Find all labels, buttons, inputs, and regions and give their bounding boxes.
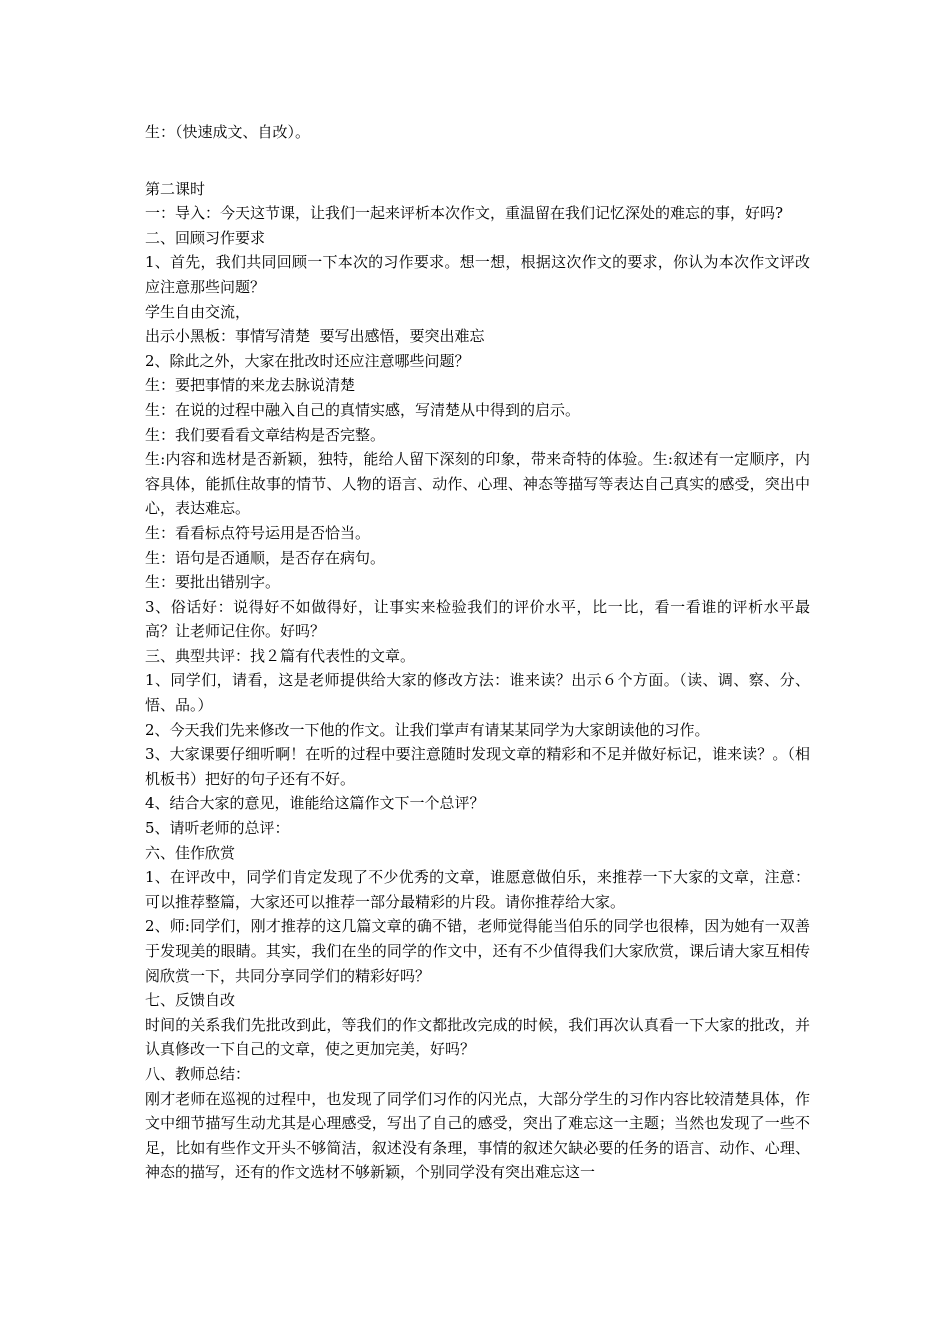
text-line: 生：看看标点符号运用是否恰当。: [145, 523, 371, 542]
text-line: 生：在说的过程中融入自己的真情实感，写清楚从中得到的启示。: [145, 400, 581, 419]
section-heading: 六、佳作欣赏: [145, 843, 236, 862]
text-line: 生：我们要看看文章结构是否完整。: [145, 425, 386, 444]
section-heading: 二、回顾习作要求: [145, 228, 266, 247]
text-line: 生:内容和选材是否新颖，独特，能给人留下深刻的印象，带来奇特的体验。生:叙述有一定顺序，内容具体，能抓住故事的情节、人物的语言、动作、心理、神态等描写等表达自己真实的感受，突出中心，表达难忘。: [145, 450, 810, 518]
text-line: 学生自由交流，: [145, 302, 251, 321]
text-line: 2、今天我们先来修改一下他的作文。让我们掌声有请某某同学为大家朗读他的习作。: [145, 720, 710, 739]
text-line: 1、首先，我们共同回顾一下本次的习作要求。想一想，根据这次作文的要求，你认为本次作文评改应注意那些问题？: [145, 253, 810, 296]
text-line: 生：语句是否通顺，是否存在病句。: [145, 548, 386, 567]
text-line: 生：（快速成文、自改）。: [145, 123, 311, 141]
text-line: 4、结合大家的意见，谁能给这篇作文下一个总评？: [145, 794, 485, 813]
text-line: 1、同学们，请看，这是老师提供给大家的修改方法：谁来读？出示６个方面。（读、调、察、分、悟、品。）: [145, 671, 810, 715]
section-heading: 八、教师总结：: [145, 1064, 251, 1083]
text-line: 3、大家课要仔细听啊！在听的过程中要注意随时发现文章的精彩和不足并做好标记，谁来读？。（相机板书）把好的句子还有不好。: [145, 745, 810, 788]
text-line: 2、除此之外，大家在批改时还应注意哪些问题？: [145, 351, 470, 370]
text-line: 时间的关系我们先批改到此，等我们的作文都批改完成的时候，我们再次认真看一下大家的批改，并认真修改一下自己的文章，使之更加完美，好吗？: [145, 1015, 810, 1059]
text-line: 一：导入：今天这节课，让我们一起来评析本次作文，重温留在我们记忆深处的难忘的事，好吗?: [145, 204, 784, 223]
paragraph-gap: [145, 145, 810, 177]
document-body: [145, 120, 810, 1185]
section-heading: 三、典型共评：找２篇有代表性的文章。: [145, 646, 416, 665]
section-heading: 第二课时: [145, 179, 206, 198]
text-line: 生：要批出错别字。: [145, 573, 281, 592]
text-line: 3、俗话好：说得好不如做得好，让事实来检验我们的评价水平，比一比，看一看谁的评析水平最高？让老师记住你。好吗？: [145, 597, 810, 641]
text-line: 2、师:同学们，刚才推荐的这几篇文章的确不错，老师觉得能当伯乐的同学也很棒，因为她有一双善于发现美的眼睛。其实，我们在坐的同学的作文中，还有不少值得我们大家欣赏，课后请大家互相传阅欣赏一下，共同分享同学们的精彩好吗？: [145, 917, 810, 985]
text-line: 1、在评改中，同学们肯定发现了不少优秀的文章，谁愿意做伯乐，来推荐一下大家的文章，注意：可以推荐整篇，大家还可以推荐一部分最精彩的片段。请你推荐给大家。: [145, 868, 810, 911]
text-line: 生：要把事情的来龙去脉说清楚: [145, 376, 356, 395]
text-line: 出示小黑板：事情写清楚 要写出感悟，要突出难忘: [145, 327, 485, 346]
text-line: 5、请听老师的总评：: [145, 819, 290, 838]
text-line: 刚才老师在巡视的过程中，也发现了同学们习作的闪光点，大部分学生的习作内容比较清楚具体，作文中细节描写生动尤其是心理感受，写出了自己的感受，突出了难忘这一主题；当然也发现了一些不足，比如有些作文开头不够简洁，叙述没有条理，事情的叙述欠缺必要的任务的语言、动作、心理、神态的描写，还有的作文选材不够新颖，个别同学没有突出难忘这一: [145, 1089, 810, 1182]
section-heading: 七、反馈自改: [145, 991, 236, 1010]
